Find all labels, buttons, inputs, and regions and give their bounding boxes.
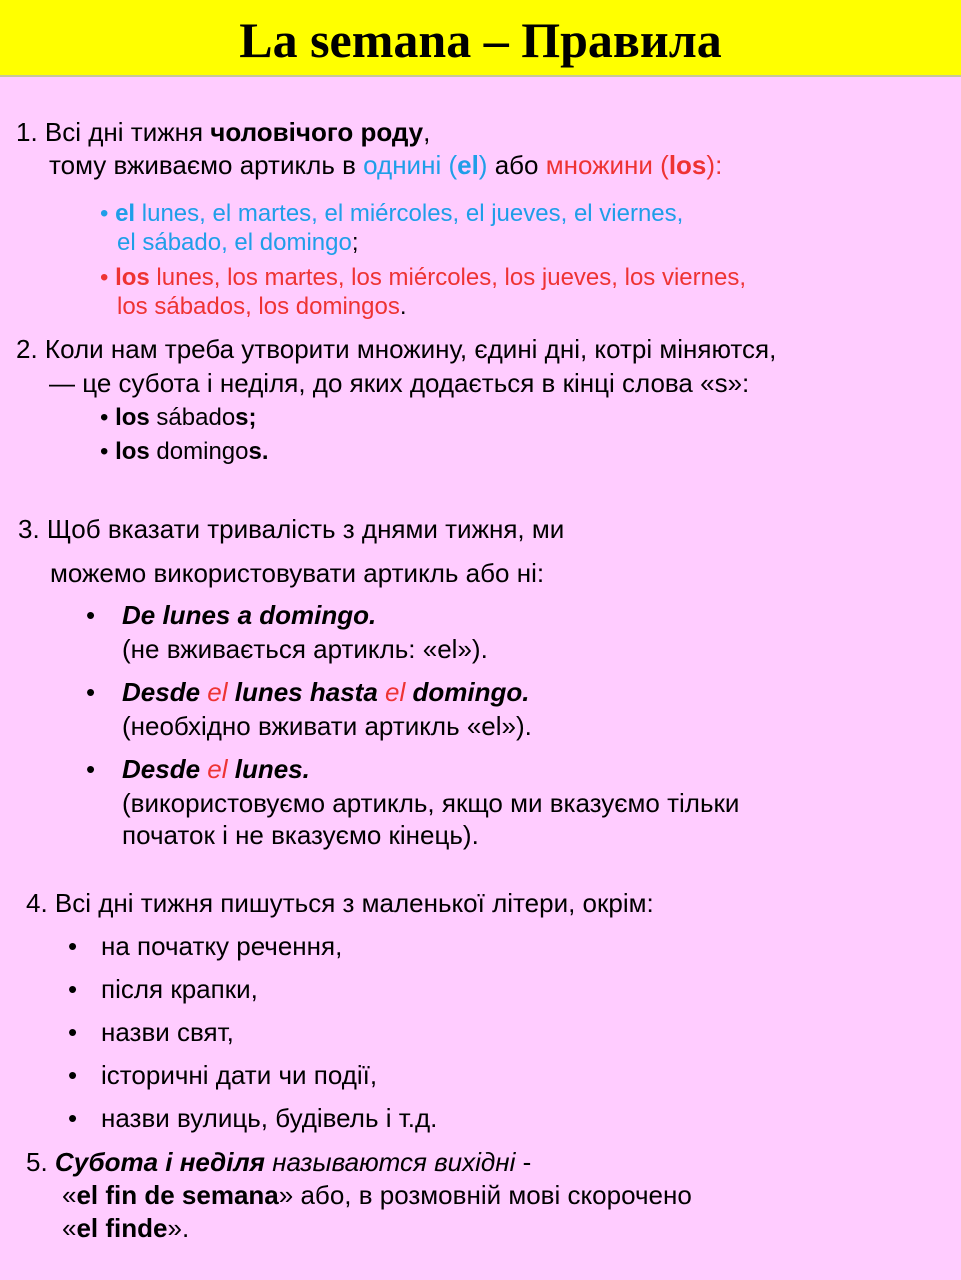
bullet: • [100, 438, 109, 465]
bullet: • [100, 404, 109, 431]
page-title: La semana – Правила [239, 12, 722, 68]
rule3-example2 [122, 675, 529, 709]
rule1-text: Всі дні тижня [44, 117, 211, 147]
rule3-bullet3 [86, 752, 95, 786]
bullet: • [86, 754, 96, 784]
item-ending: s. [248, 438, 269, 465]
bullet: • [68, 1017, 78, 1047]
rule4-text: Всі дні тижня пишуться з маленької літери, окрім: [54, 888, 654, 918]
article-el: el [457, 150, 479, 180]
singular-label: однині ( [363, 150, 458, 180]
example-article: el [207, 754, 228, 784]
rule1-masculine: чоловічого роду [210, 117, 424, 147]
bullet: • [86, 677, 96, 707]
rule1-number: 1. [16, 117, 38, 147]
rule1-or: або [487, 150, 546, 180]
rule4-item-text: на початку речення, [101, 931, 343, 961]
rule3-note3-line1: (використовуємо артикль, якщо ми вказуємо тільки [122, 788, 740, 818]
rule2-text: Коли нам треба утворити множину, єдині дні, котрі міняются, [44, 334, 777, 364]
rule2-text2: — це субота і неділя, до яких додається в кінці слова «s»: [49, 368, 750, 398]
rule1-comma: , [423, 117, 431, 147]
rule4-number: 4. [26, 888, 48, 918]
rule4-line1 [26, 886, 654, 920]
rule3-number: 3. [18, 514, 40, 544]
bullet: • [100, 264, 109, 291]
rule1-text2: тому вживаємо артикль в [49, 150, 364, 180]
rule3-note3-line2: початок і не вказуємо кінець). [122, 820, 479, 850]
rule5-term: el fin de semana [76, 1180, 279, 1210]
plural-label: множини ( [545, 150, 669, 180]
rule3-line1 [18, 512, 564, 546]
item-article: los [115, 404, 150, 431]
rule3-bullet2 [86, 675, 95, 709]
item-ending: s; [235, 404, 257, 431]
rule2-line2 [49, 366, 749, 400]
bullet-text: lunes, los martes, los miércoles, los jueves, los viernes, [149, 264, 746, 291]
quote-open: « [62, 1180, 77, 1210]
bullet-text: lunes, el martes, el miércoles, el jueves, el viernes, [135, 200, 684, 227]
example-text: Desde [122, 677, 208, 707]
bullet-end: ; [351, 229, 359, 256]
rule5-line1 [26, 1145, 531, 1179]
rule5-number: 5. [26, 1147, 48, 1177]
rule4-item-text: назви вулиць, будівель і т.д. [101, 1103, 438, 1133]
rule4-item [68, 929, 343, 963]
rule5-line2 [62, 1178, 692, 1212]
rule1-line1 [16, 115, 430, 149]
example-article: el [207, 677, 228, 707]
rule4-item [68, 1058, 378, 1092]
rule2-number: 2. [16, 334, 38, 364]
rule5-days: Субота і неділя [54, 1147, 265, 1177]
bullet: • [68, 931, 78, 961]
article-los: los [668, 150, 707, 180]
rule3-note1: (не вживається артикль: «el»). [122, 634, 488, 664]
rule5-text2: » або, в розмовній мові скорочено [278, 1180, 692, 1210]
rule4-item-text: після крапки, [101, 974, 258, 1004]
rule1-bullet-el-line2 [117, 228, 359, 258]
rule1-line2 [49, 148, 722, 182]
rule4-item-text: назви свят, [101, 1017, 234, 1047]
item-word: domingo [149, 438, 249, 465]
example-text: lunes hasta [227, 677, 386, 707]
title-bar [0, 0, 961, 77]
rule4-item [68, 1015, 234, 1049]
example-text: Desde [122, 754, 208, 784]
rule3-bullet1 [86, 598, 95, 632]
rule5-short-term: el finde [76, 1213, 168, 1243]
rule4-item [68, 1101, 438, 1135]
bullet: • [86, 600, 96, 630]
example-text: domingo. [405, 677, 530, 707]
rule3-text2: можемо використовувати артикль або ні: [50, 558, 545, 588]
rule3-note2: (необхідно вживати артикль «el»). [122, 711, 532, 741]
rule4-item [68, 972, 258, 1006]
rule1-bullet-los [100, 263, 746, 293]
singular-close: ) [478, 150, 488, 180]
quote-open: « [62, 1213, 77, 1243]
bullet-end: . [399, 293, 407, 320]
rule2-item-domingos [100, 437, 269, 467]
bullet-text: el sábado, el domingo [117, 229, 352, 256]
example-text: lunes. [227, 754, 310, 784]
rule1-bullet-el [100, 199, 683, 229]
rule5-line3 [62, 1211, 189, 1245]
bullet-text: los sábados, los domingos [117, 293, 400, 320]
rule3-line2 [50, 556, 544, 590]
quote-close: ». [167, 1213, 190, 1243]
bullet: • [68, 974, 78, 1004]
bullet: • [100, 200, 109, 227]
rule3-example1: De lunes a domingo. [122, 600, 377, 630]
bullet-article: los [115, 264, 150, 291]
rule4-item-text: історичні дати чи події, [101, 1060, 378, 1090]
rule1-bullet-los-line2 [117, 292, 407, 322]
item-article: los [115, 438, 150, 465]
item-word: sábado [149, 404, 236, 431]
plural-close: ): [706, 150, 723, 180]
rule3-example3 [122, 752, 310, 786]
rule2-item-sabados [100, 403, 257, 433]
rule2-line1 [16, 332, 776, 366]
bullet-article: el [115, 200, 136, 227]
rule3-text: Щоб вказати тривалість з днями тижня, ми [46, 514, 565, 544]
example-article: el [385, 677, 406, 707]
rule5-text: называются вихідні [264, 1147, 516, 1177]
bullet: • [68, 1060, 78, 1090]
bullet: • [68, 1103, 78, 1133]
rule5-dash: - [515, 1147, 532, 1177]
